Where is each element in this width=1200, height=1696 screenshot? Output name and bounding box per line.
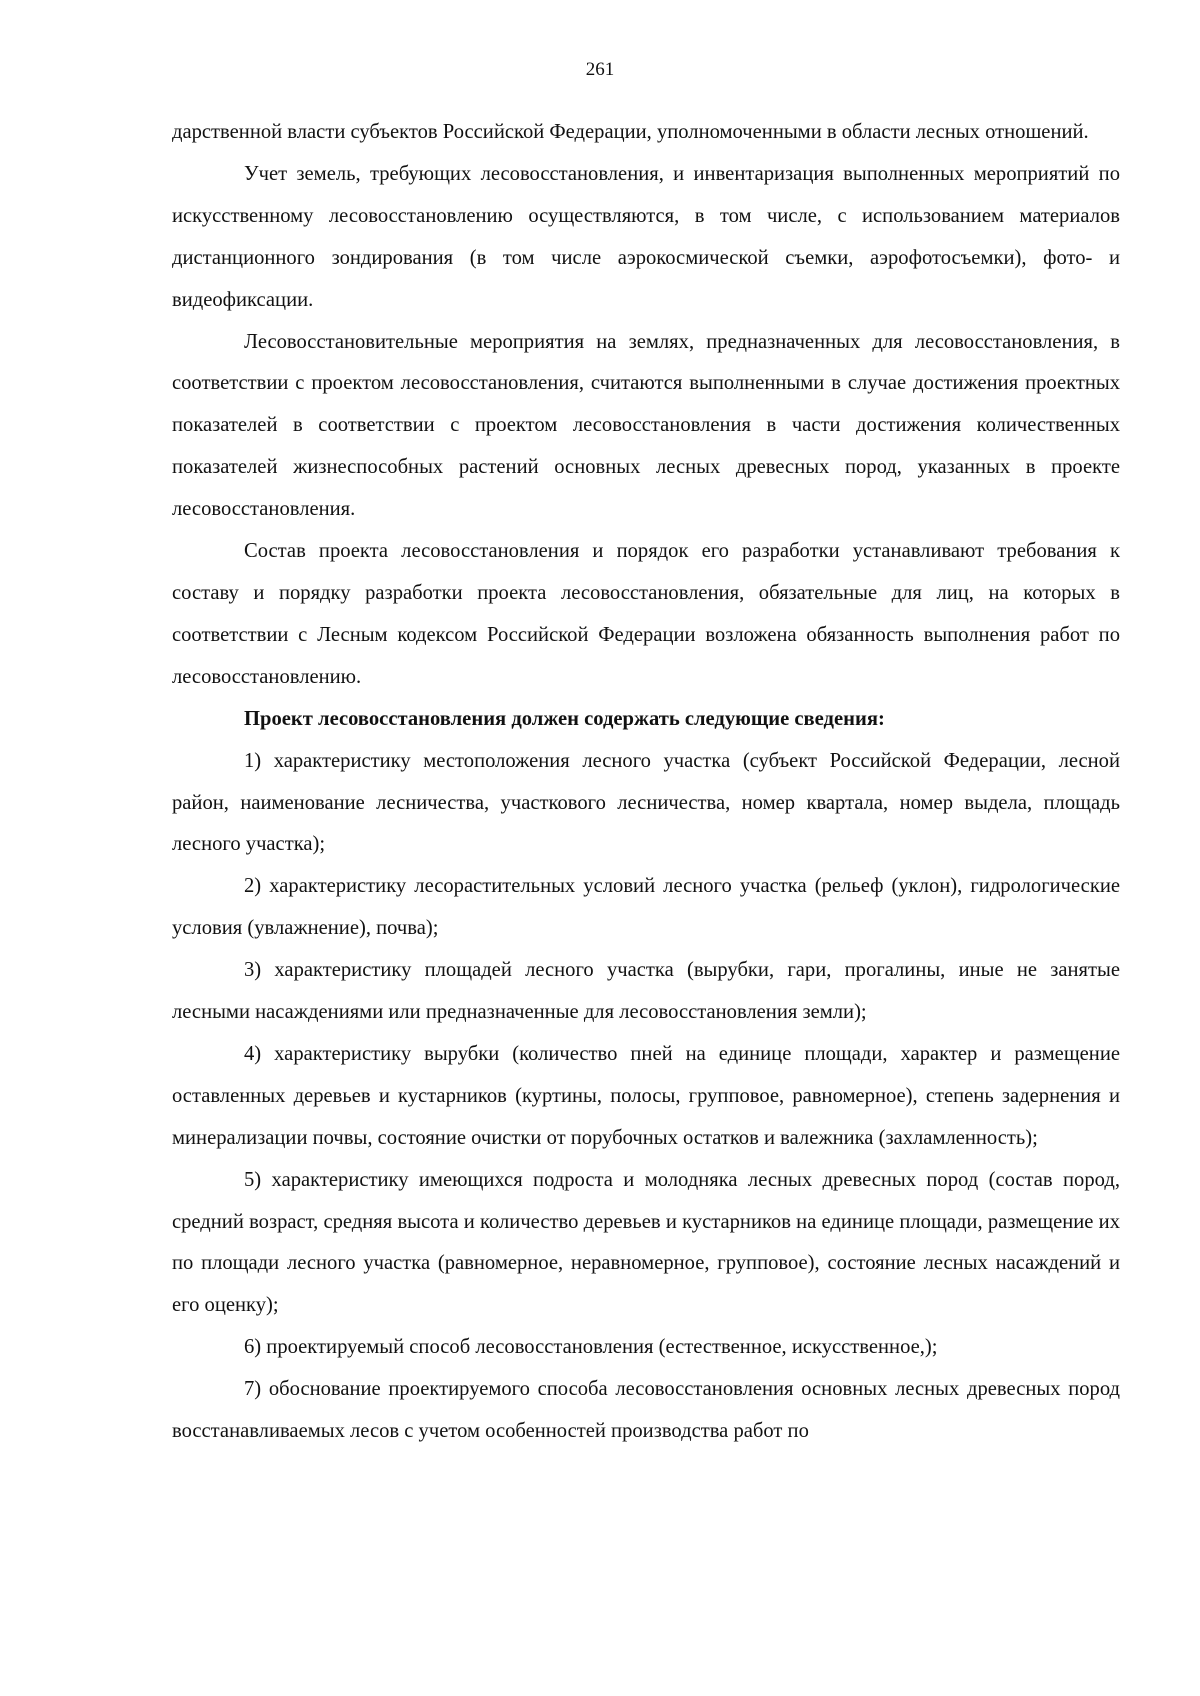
list-item-5: 5) характеристику имеющихся подроста и молодняка лесных древесных пород (состав пород, средний возраст, средняя высота и количество деревьев и кустарников на единице площади, размещение их по площади лесного участка (равномерное, неравномерное, групповое), состояние лесных насаждений и его оценку);	[172, 1168, 1120, 1317]
paragraph-project-composition: Состав проекта лесовосстановления и порядок его разработки устанавливают требования к составу и порядку разработки проекта лесовосстановления, обязательные для лиц, на которых в соответствии с Лесным кодексом Российской Федерации возложена обязанность выполнения работ по лесовосстановлению.	[172, 540, 1120, 688]
paragraph-reforestation-measures: Лесовосстановительные мероприятия на землях, предназначенных для лесовосстановления, в соответствии с проектом лесовосстановления, считаются выполненными в случае достижения проектных показателей в соответствии с проектом лесовосстановления в части достижения количественных показателей жизнеспособных растений основных лесных древесных пород, указанных в проекте лесовосстановления.	[172, 330, 1120, 521]
list-item-4: 4) характеристику вырубки (количество пней на единице площади, характер и размещение оставленных деревьев и кустарников (куртины, полосы, групповое, равномерное), степень задернения и минерализации почвы, состояние очистки от порубочных остатков и валежника (захламленность);	[172, 1042, 1120, 1149]
section-heading: Проект лесовосстановления должен содержать следующие сведения:	[244, 707, 885, 730]
list-item-7: 7) обоснование проектируемого способа лесовосстановления основных лесных древесных пород восстанавливаемых лесов с учетом особенностей производства работ по	[172, 1378, 1120, 1443]
list-item-1: 1) характеристику местоположения лесного участка (субъект Российской Федерации, лесной район, наименование лесничества, участкового лесничества, номер квартала, номер выдела, площадь лесного участка);	[172, 749, 1120, 856]
body-text	[172, 112, 1120, 1453]
page-number: 261	[585, 59, 615, 80]
paragraph-continuation: дарственной власти субъектов Российской Федерации, уполномоченными в области лесных отношений.	[172, 121, 1089, 143]
list-item-6: 6) проектируемый способ лесовосстановления (естественное, искусственное,);	[244, 1336, 938, 1359]
paragraph-land-accounting: Учет земель, требующих лесовосстановления, и инвентаризация выполненных мероприятий по искусственному лесовосстановлению осуществляются, в том числе, с использованием материалов дистанционного зондирования (в том числе аэрокосмической съемки, аэрофотосъемки), фото- и видеофиксации.	[172, 162, 1120, 311]
list-item-2: 2) характеристику лесорастительных условий лесного участка (рельеф (уклон), гидрологические условия (увлажнение), почва);	[172, 875, 1120, 940]
list-item-3: 3) характеристику площадей лесного участка (вырубки, гари, прогалины, иные не занятые лесными насаждениями или предназначенные для лесовосстановления земли);	[172, 959, 1120, 1024]
